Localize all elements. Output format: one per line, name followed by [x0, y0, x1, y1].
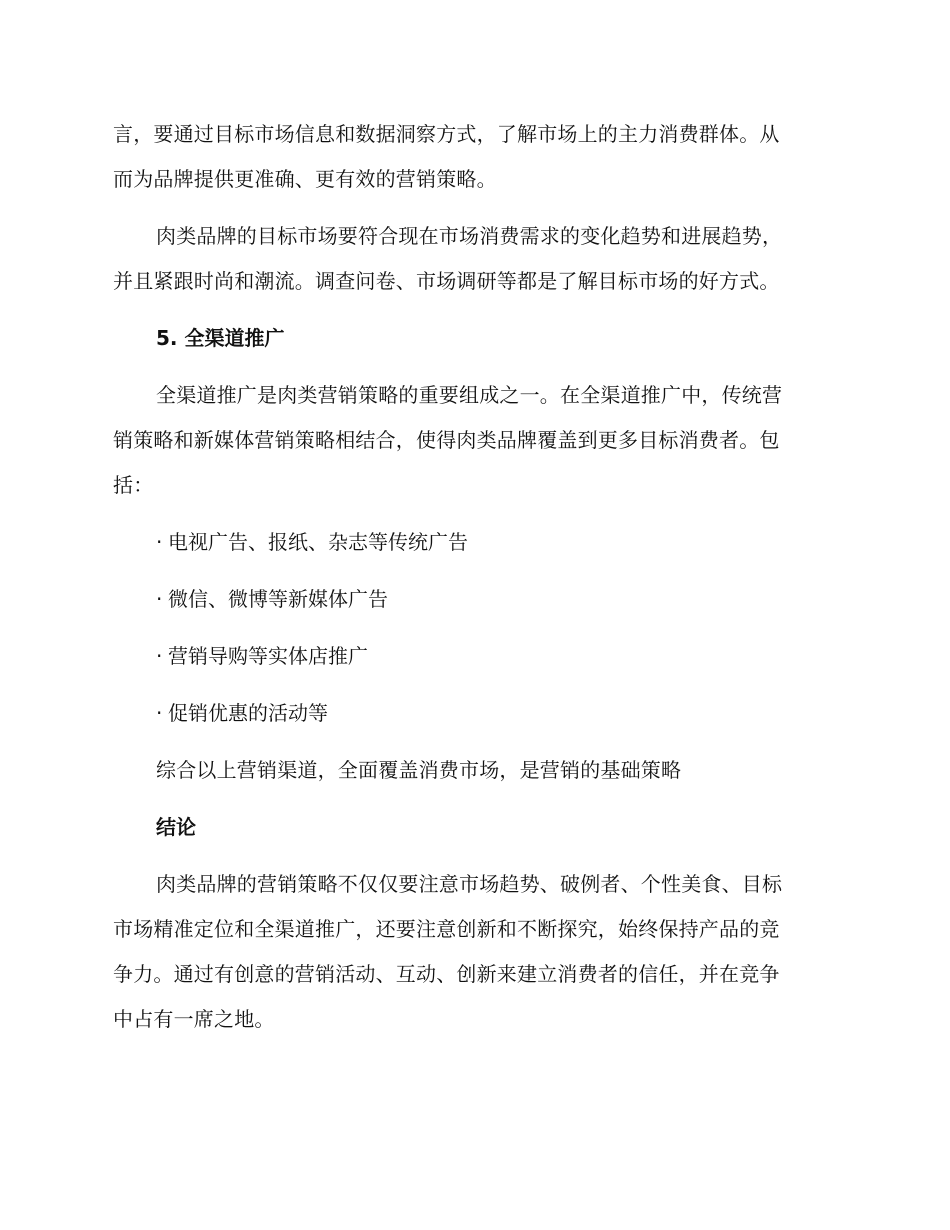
list-item-text: 营销导购等实体店推广: [168, 644, 368, 668]
paragraph-line: 争力。通过有创意的营销活动、互动、创新来建立消费者的信任，并在竞争: [113, 962, 780, 986]
paragraph-gap: [113, 736, 833, 748]
paragraph-target-market: [113, 214, 833, 304]
list-item-text: 促销优惠的活动等: [168, 701, 328, 725]
paragraph-gap: [113, 508, 833, 520]
paragraph-line: 肉类品牌的目标市场要符合现在市场消费需求的变化趋势和进展趋势，: [156, 224, 783, 248]
paragraph-line: 市场精准定位和全渠道推广，还要注意创新和不断探究，始终保持产品的竞: [113, 917, 780, 941]
bullet-icon: ·: [156, 587, 163, 611]
paragraph-gap: [113, 622, 833, 634]
bullet-icon: ·: [156, 644, 163, 668]
bullet-icon: ·: [156, 701, 163, 725]
paragraph-omnichannel-intro: [113, 373, 833, 508]
paragraph-line: 括：: [113, 473, 154, 497]
paragraph-line: 并且紧跟时尚和潮流。调查问卷、市场调研等都是了解目标市场的好方式。: [113, 269, 780, 293]
paragraph-gap: [113, 565, 833, 577]
paragraph-conclusion: [113, 862, 833, 1042]
paragraph-target-audience-continued: [113, 112, 833, 202]
paragraph-gap: [113, 202, 833, 214]
list-item: [113, 634, 833, 679]
list-item: [113, 691, 833, 736]
paragraph-line: 中占有一席之地。: [113, 1007, 275, 1031]
paragraph-gap: [113, 361, 833, 373]
list-item-text: 电视广告、报纸、杂志等传统广告: [168, 530, 468, 554]
paragraph-line: 而为品牌提供更准确、更有效的营销策略。: [113, 167, 497, 191]
list-item: [113, 577, 833, 622]
paragraph-gap: [113, 793, 833, 805]
section-heading-omnichannel: 5. 全渠道推广: [156, 326, 285, 350]
paragraph-line: 全渠道推广是肉类营销策略的重要组成之一。在全渠道推广中，传统营: [156, 383, 783, 407]
list-item-text: 微信、微博等新媒体广告: [168, 587, 388, 611]
paragraph-line: 肉类品牌的营销策略不仅仅要注意市场趋势、破例者、个性美食、目标: [156, 872, 783, 896]
list-item: [113, 520, 833, 565]
paragraph-gap: [113, 304, 833, 316]
paragraph-line: 言，要通过目标市场信息和数据洞察方式，了解市场上的主力消费群体。从: [113, 122, 780, 146]
paragraph-summary: 综合以上营销渠道，全面覆盖消费市场，是营销的基础策略: [156, 758, 682, 782]
paragraph-gap: [113, 679, 833, 691]
section-heading-conclusion: 结论: [156, 815, 196, 839]
paragraph-line: 销策略和新媒体营销策略相结合，使得肉类品牌覆盖到更多目标消费者。包: [113, 428, 780, 452]
paragraph-gap: [113, 850, 833, 862]
bullet-icon: ·: [156, 530, 163, 554]
document-body: [113, 112, 833, 1042]
